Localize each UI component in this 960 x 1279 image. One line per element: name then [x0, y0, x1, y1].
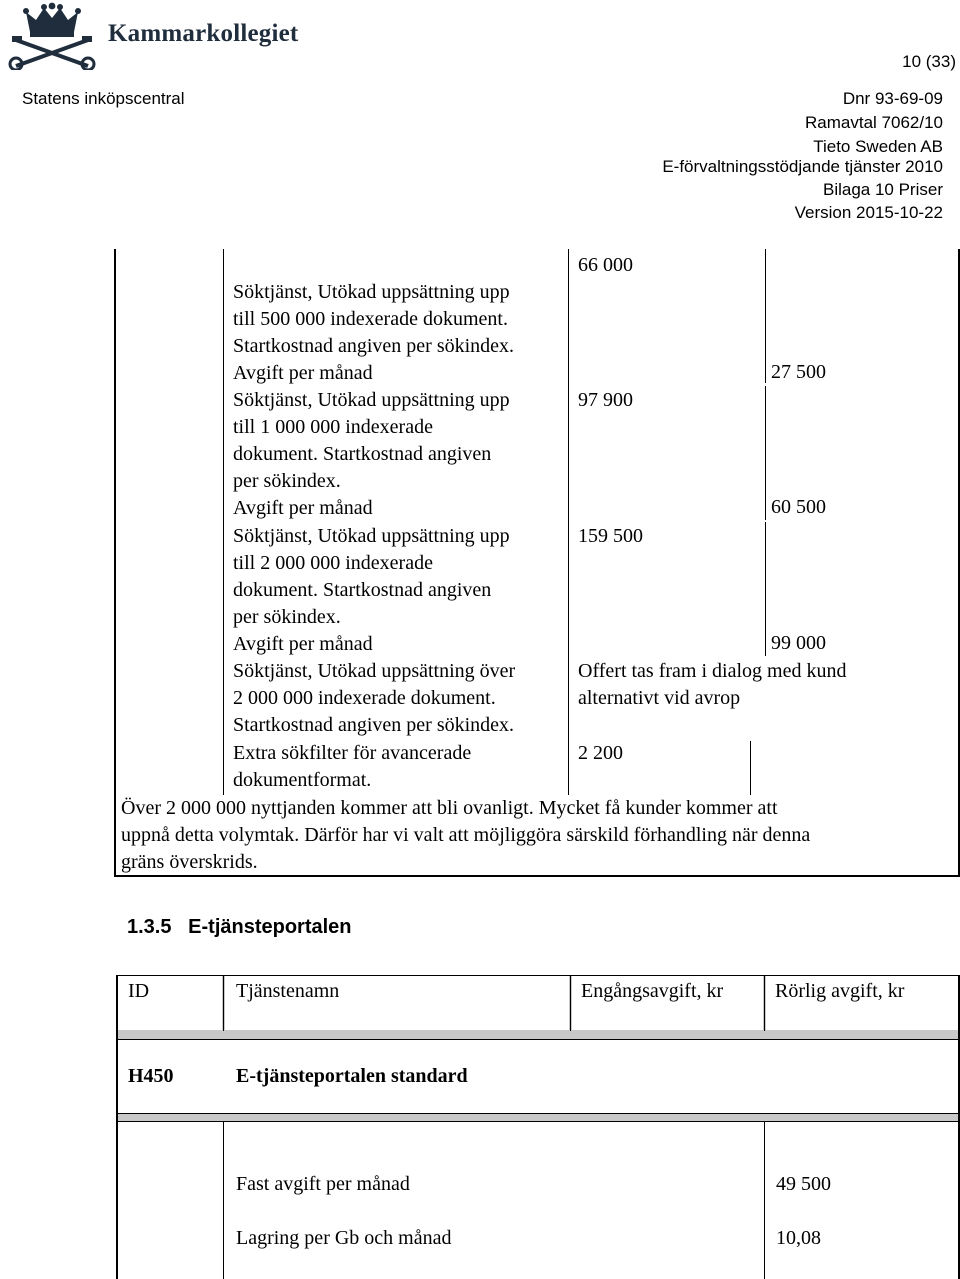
meta-line: Ramavtal 7062/10 — [805, 113, 943, 132]
meta-line: Version 2015-10-22 — [794, 203, 943, 222]
start-fee: 66 000 — [578, 254, 633, 276]
meta-line: Tieto Sweden AB — [813, 137, 943, 156]
meta-line: E-förvaltningsstödjande tjänster 2010 — [662, 157, 943, 176]
section-heading: 1.3.5 E-tjänsteportalen — [127, 916, 352, 938]
column-header-service: Tjänstenamn — [236, 980, 340, 1002]
column-header-variable-fee: Rörlig avgift, kr — [775, 980, 905, 1002]
row-description: Söktjänst, Utökad uppsättning upp till 2 000 000 indexerade dokument. Startkostnad angiven per sökindex. Avgift per månad — [233, 525, 510, 655]
row-id: H450 — [128, 1065, 174, 1087]
row-service-name: E-tjänsteportalen standard — [236, 1065, 468, 1087]
column-divider — [223, 249, 224, 795]
row-band — [116, 1031, 960, 1039]
meta-line: Dnr 93-69-09 — [842, 89, 943, 108]
column-divider — [765, 249, 766, 383]
column-header-onetime-fee: Engångsavgift, kr — [581, 980, 724, 1002]
org-name: Statens inköpscentral — [22, 89, 185, 108]
page-number: 10 (33) — [902, 52, 956, 71]
item-label: Fast avgift per månad — [236, 1173, 410, 1195]
row-description: Söktjänst, Utökad uppsättning upp till 1 000 000 indexerade dokument. Startkostnad angiven per sökindex. Avgift per månad — [233, 389, 510, 519]
monthly-fee: 99 000 — [771, 632, 826, 654]
monthly-fee: 27 500 — [771, 361, 826, 383]
crown-logo-icon — [6, 2, 98, 70]
row-description: Söktjänst, Utökad uppsättning över 2 000 000 indexerade dokument. Startkostnad angiven per sökindex. — [233, 660, 516, 736]
column-divider — [765, 522, 766, 656]
monthly-fee: 60 500 — [771, 496, 826, 518]
column-divider — [750, 741, 751, 795]
item-value: 10,08 — [776, 1227, 821, 1249]
column-header-id: ID — [128, 980, 150, 1002]
start-fee: 2 200 — [578, 742, 623, 764]
item-label: Lagring per Gb och månad — [236, 1227, 452, 1249]
row-description: Extra sökfilter för avancerade dokumentformat. — [233, 742, 472, 791]
start-fee: 159 500 — [578, 525, 643, 547]
column-divider — [765, 386, 766, 520]
item-value: 49 500 — [776, 1173, 831, 1195]
meta-line: Bilaga 10 Priser — [822, 180, 943, 199]
column-divider — [568, 249, 569, 795]
table-border — [114, 249, 116, 876]
offer-note: Offert tas fram i dialog med kund alternativt vid avrop — [578, 660, 847, 709]
row-band — [116, 1113, 960, 1121]
table-note: Över 2 000 000 nyttjanden kommer att bli ovanligt. Mycket få kunder kommer att uppnå detta volymtak. Därför har vi valt att möjliggöra särskild förhandling när denna gräns överskrids. — [121, 797, 811, 873]
row-description: Söktjänst, Utökad uppsättning upp till 500 000 indexerade dokument. Startkostnad angiven per sökindex. Avgift per månad — [233, 281, 515, 384]
start-fee: 97 900 — [578, 389, 633, 411]
logo-text: Kammarkollegiet — [108, 20, 299, 47]
